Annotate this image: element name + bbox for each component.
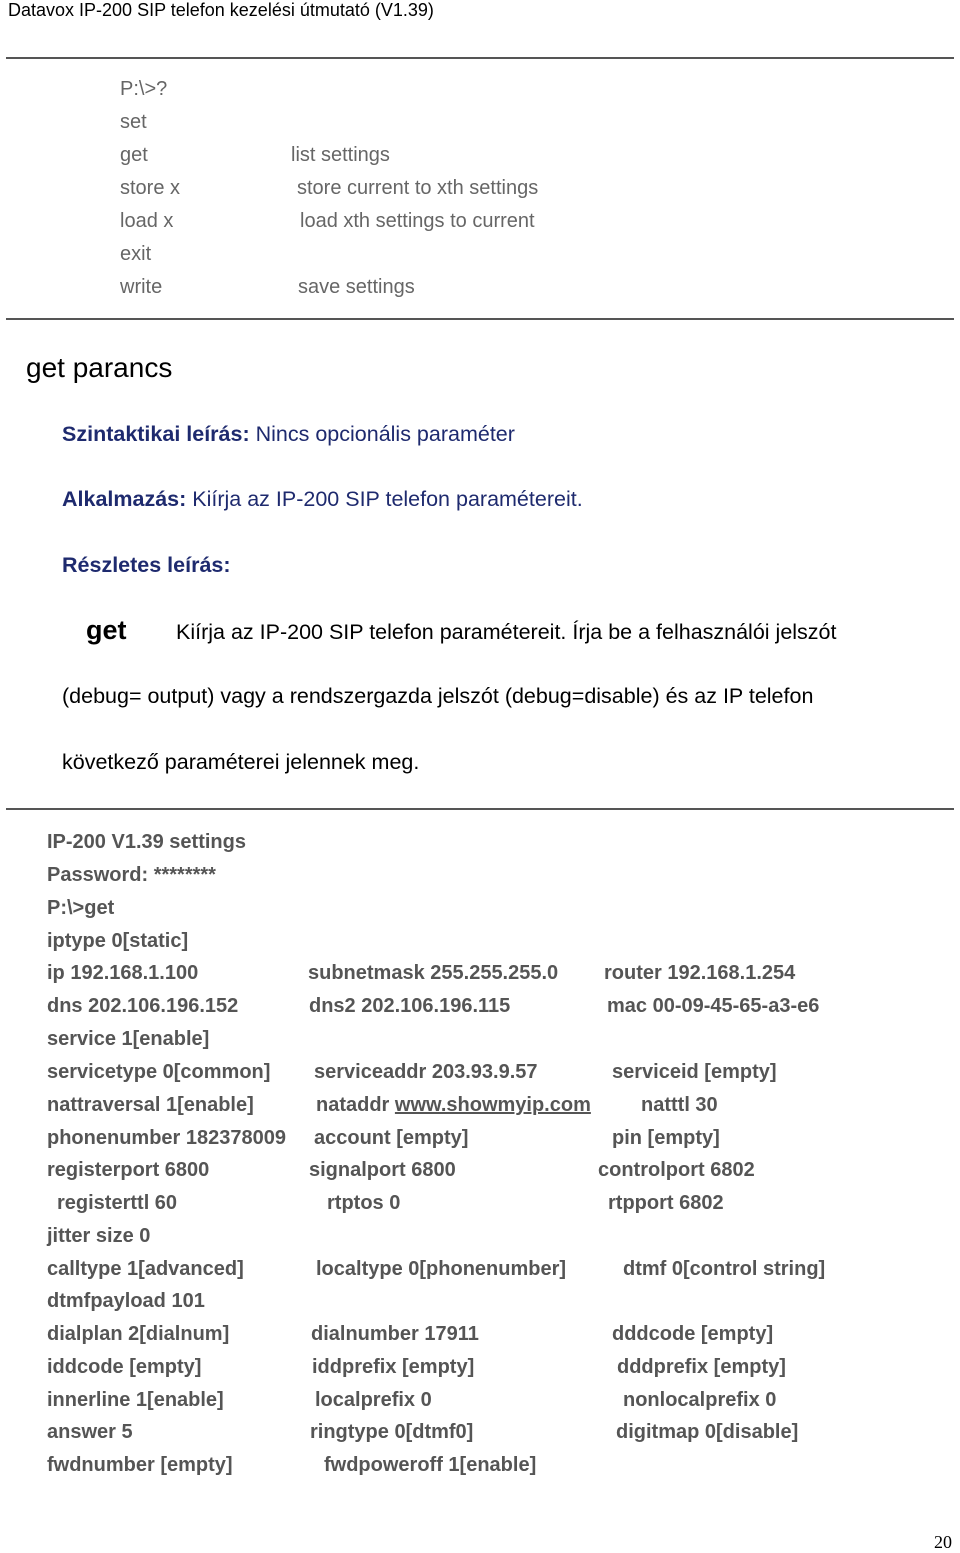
setting-fwdnumber: fwdnumber [empty] bbox=[47, 1454, 233, 1476]
setting-dddcode: dddcode [empty] bbox=[612, 1323, 774, 1345]
setting-localprefix: localprefix 0 bbox=[315, 1389, 432, 1411]
help-cmd: get bbox=[120, 144, 148, 166]
settings-divider bbox=[6, 808, 954, 810]
setting-dddprefix: dddprefix [empty] bbox=[617, 1356, 786, 1378]
setting-ringtype: ringtype 0[dtmf0] bbox=[310, 1421, 474, 1443]
setting-mac: mac 00-09-45-65-a3-e6 bbox=[607, 995, 820, 1017]
setting-fwdpoweroff: fwdpoweroff 1[enable] bbox=[324, 1454, 537, 1476]
settings-password: Password: ******** bbox=[47, 864, 216, 886]
detail-line: (debug= output) vagy a rendszergazda jelszót (debug=disable) és az IP telefon bbox=[62, 684, 814, 708]
detail-command: get bbox=[86, 615, 127, 645]
setting-dns: dns 202.106.196.152 bbox=[47, 995, 239, 1017]
help-desc: load xth settings to current bbox=[300, 210, 535, 232]
setting-calltype: calltype 1[advanced] bbox=[47, 1258, 244, 1280]
help-prompt: P:\>? bbox=[120, 78, 168, 100]
setting-pin: pin [empty] bbox=[612, 1127, 720, 1149]
setting-dns2: dns2 202.106.196.115 bbox=[309, 995, 511, 1017]
help-cmd: exit bbox=[120, 243, 152, 265]
help-cmd: write bbox=[120, 276, 163, 298]
nataddr-link[interactable]: www.showmyip.com bbox=[394, 1094, 591, 1116]
help-cmd: set bbox=[120, 111, 147, 133]
detail-label: Részletes leírás: bbox=[62, 553, 231, 577]
setting-registerport: registerport 6800 bbox=[47, 1159, 210, 1181]
setting-dtmf: dtmf 0[control string] bbox=[623, 1258, 826, 1280]
setting-serviceid: serviceid [empty] bbox=[612, 1061, 777, 1083]
nataddr-label: nataddr bbox=[316, 1094, 395, 1116]
help-desc: list settings bbox=[291, 144, 390, 166]
syntax-line bbox=[62, 422, 515, 447]
usage-text: Kiírja az IP-200 SIP telefon paramétereit. bbox=[186, 487, 583, 511]
setting-nonlocalprefix: nonlocalprefix 0 bbox=[623, 1389, 777, 1411]
setting-servicetype: servicetype 0[common] bbox=[47, 1061, 271, 1083]
setting-registerttl: registerttl 60 bbox=[57, 1192, 178, 1214]
settings-title: IP-200 V1.39 settings bbox=[47, 831, 246, 853]
setting-localtype: localtype 0[phonenumber] bbox=[316, 1258, 567, 1280]
setting-phonenumber: phonenumber 182378009 bbox=[47, 1127, 286, 1149]
setting-account: account [empty] bbox=[314, 1127, 469, 1149]
settings-prompt: P:\>get bbox=[47, 897, 115, 919]
setting-nataddr bbox=[316, 1094, 591, 1117]
header-divider bbox=[6, 57, 954, 59]
help-desc: store current to xth settings bbox=[297, 177, 539, 199]
setting-innerline: innerline 1[enable] bbox=[47, 1389, 224, 1411]
setting-router: router 192.168.1.254 bbox=[604, 962, 796, 984]
setting-ip: ip 192.168.1.100 bbox=[47, 962, 199, 984]
setting-iddcode: iddcode [empty] bbox=[47, 1356, 202, 1378]
setting-rtpport: rtpport 6802 bbox=[608, 1192, 724, 1214]
setting-iptype: iptype 0[static] bbox=[47, 930, 189, 952]
detail-line: következő paraméterei jelennek meg. bbox=[62, 750, 420, 774]
syntax-label: Szintaktikai leírás: bbox=[62, 422, 250, 446]
setting-natttl: natttl 30 bbox=[641, 1094, 718, 1116]
page-number: 20 bbox=[934, 1532, 952, 1552]
syntax-text: Nincs opcionális paraméter bbox=[249, 422, 515, 446]
setting-answer: answer 5 bbox=[47, 1421, 133, 1443]
setting-nattraversal: nattraversal 1[enable] bbox=[47, 1094, 254, 1116]
help-desc: save settings bbox=[298, 276, 415, 298]
usage-line bbox=[62, 487, 583, 512]
setting-dialnumber: dialnumber 17911 bbox=[311, 1323, 479, 1345]
setting-dialplan: dialplan 2[dialnum] bbox=[47, 1323, 230, 1345]
section-divider bbox=[6, 318, 954, 320]
help-cmd: load x bbox=[120, 210, 174, 232]
section-heading: get parancs bbox=[26, 352, 173, 383]
setting-jitter: jitter size 0 bbox=[47, 1225, 151, 1247]
setting-serviceaddr: serviceaddr 203.93.9.57 bbox=[314, 1061, 538, 1083]
detail-line: Kiírja az IP-200 SIP telefon paramétereit. Írja be a felhasználói jelszót bbox=[176, 620, 837, 644]
help-cmd: store x bbox=[120, 177, 181, 199]
setting-signalport: signalport 6800 bbox=[309, 1159, 456, 1181]
document-header-title: Datavox IP-200 SIP telefon kezelési útmutató (V1.39) bbox=[8, 0, 434, 20]
setting-dtmfpayload: dtmfpayload 101 bbox=[47, 1290, 205, 1312]
setting-iddprefix: iddprefix [empty] bbox=[312, 1356, 475, 1378]
setting-service: service 1[enable] bbox=[47, 1028, 210, 1050]
setting-rtptos: rtptos 0 bbox=[327, 1192, 401, 1214]
setting-controlport: controlport 6802 bbox=[598, 1159, 755, 1181]
setting-subnetmask: subnetmask 255.255.255.0 bbox=[308, 962, 559, 984]
setting-digitmap: digitmap 0[disable] bbox=[616, 1421, 799, 1443]
usage-label: Alkalmazás: bbox=[62, 487, 187, 511]
